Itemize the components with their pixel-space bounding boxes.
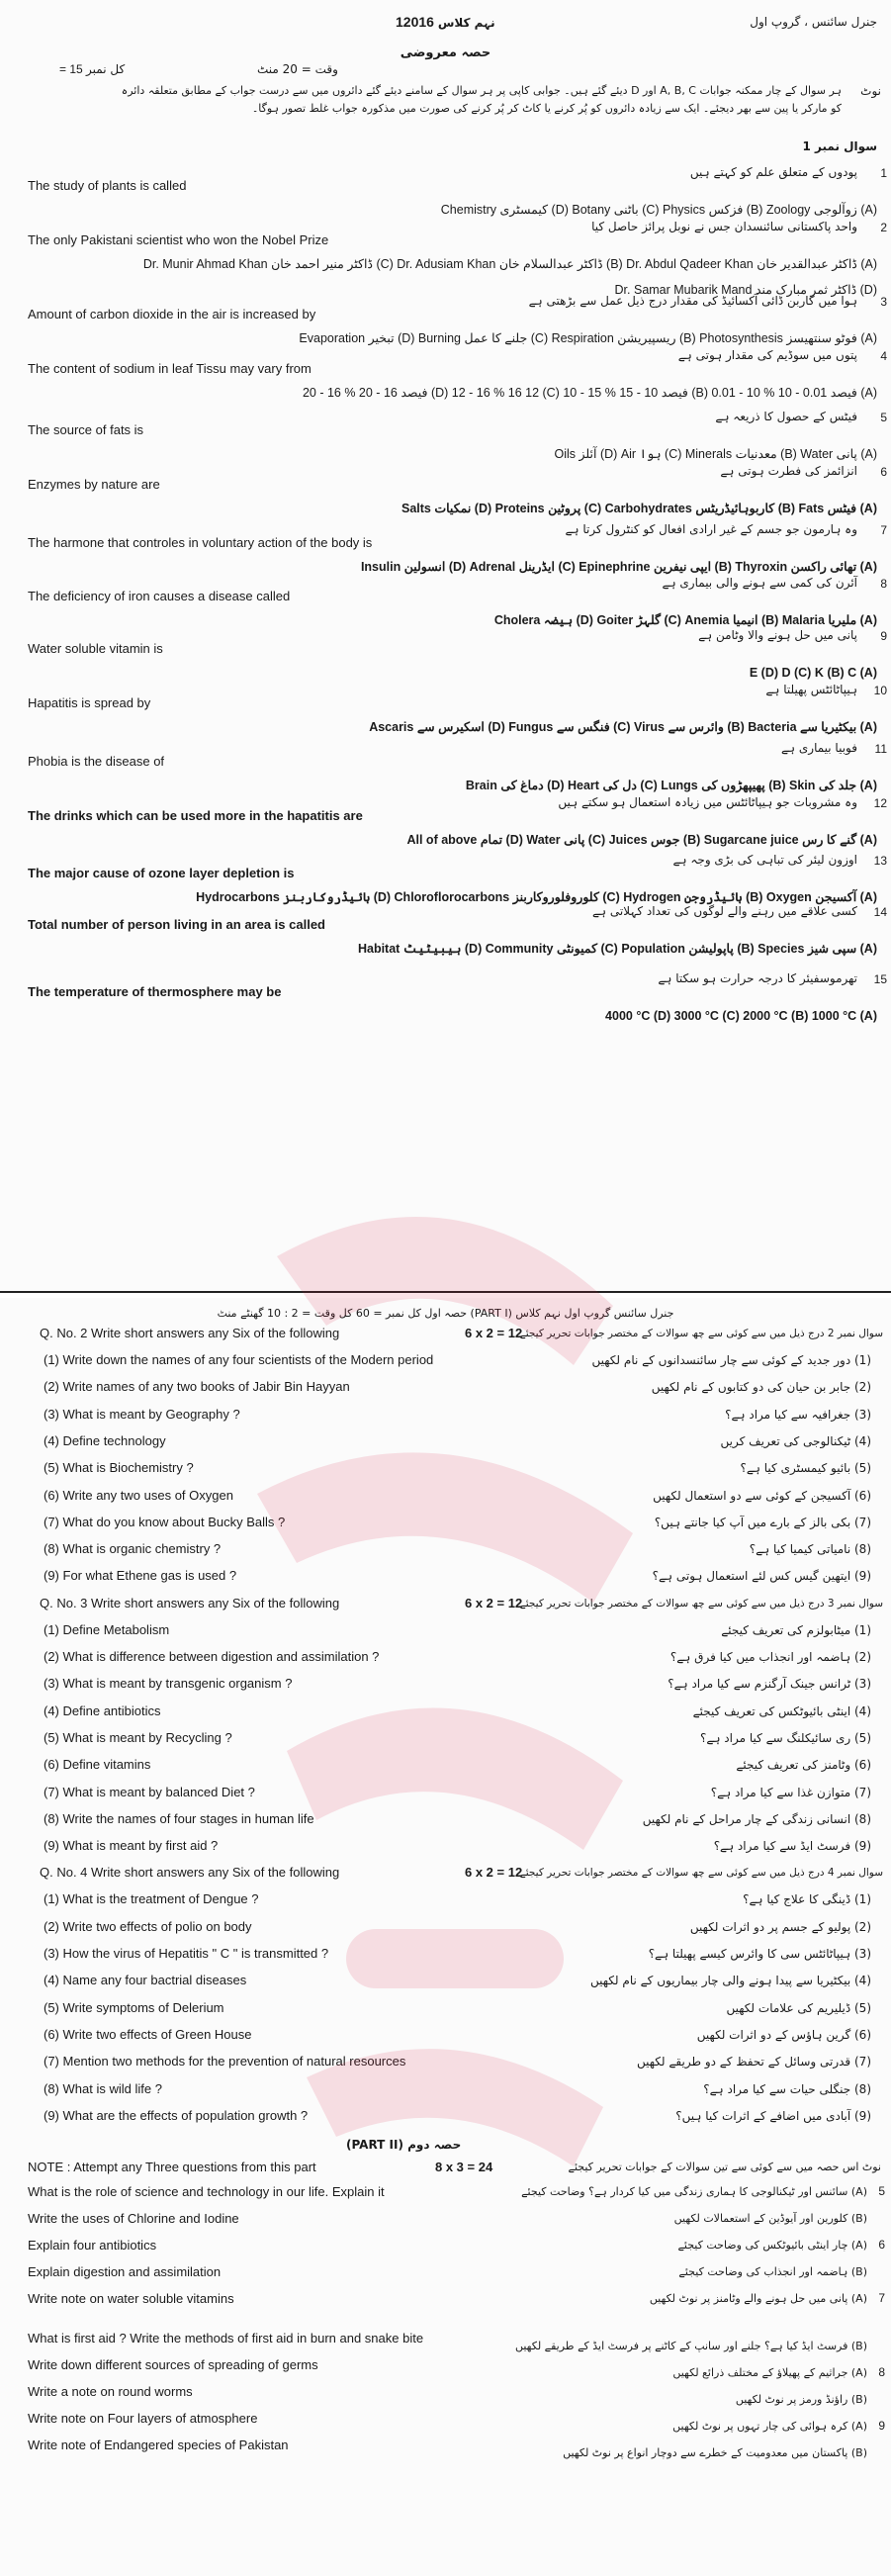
long-question-urdu: (B) راؤنڈ ورمز پر نوٹ لکھیں (735, 2393, 867, 2407)
short-question-urdu: (6) وٹامنز کی تعریف کیجئے (736, 1758, 871, 1773)
question-text-urdu: فوبیا بیماری ہے (781, 741, 857, 755)
short-question-urdu: (5) بائیو کیمسٹری کیا ہے؟ (740, 1461, 871, 1476)
short-question-english: (5) What is meant by Recycling ? (44, 1729, 232, 1745)
question-text-english: Enzymes by nature are (28, 477, 160, 492)
total-marks: = 15 کل نمبر (59, 62, 126, 76)
subjective-paper-page (0, 1298, 891, 2576)
short-question-urdu: (6) گرین ہاؤس کے دو اثرات لکھیں (696, 2027, 871, 2042)
short-question-english: (4) Define antibiotics (44, 1702, 161, 1718)
long-question-english: Explain four antibiotics (28, 2238, 157, 2254)
short-question-english: (3) What is meant by Geography ? (44, 1406, 240, 1422)
answer-options: Dr. Munir Ahmad Khan ڈاکٹر منیر احمد خان (C) Dr. Adusiam Khan ڈاکٹر عبدالسلام خان (B) Dr. Abdul Qadeer Khan ڈاکٹر عبدالقدیر خان (A) (142, 257, 877, 271)
short-question-urdu: (1) میٹابولزم کی تعریف کیجئے (721, 1622, 871, 1637)
q2-heading-urdu: سوال نمبر 2 درج ذیل میں سے کوئی سے چھ سوالات کے مختصر جوابات تحریر کیجئے (519, 1328, 883, 1339)
short-question-english: (5) Write symptoms of Delerium (44, 1999, 224, 2015)
question-text-urdu: پانی میں حل ہونے والا وٹامن ہے (698, 628, 857, 642)
question-text-urdu: تھرموسفیئر کا درجہ حرارت ہو سکتا ہے (658, 971, 857, 985)
question-text-english: Amount of carbon dioxide in the air is increased by (28, 307, 316, 322)
short-question-urdu: (9) ایتھین گیس کس لئے استعمال ہوتی ہے؟ (652, 1569, 871, 1584)
long-question-number: 9 (878, 2419, 885, 2434)
long-question-urdu: (B) پاکستان میں معدومیت کے خطرے سے دوچار انواع پر نوٹ لکھیں (563, 2446, 867, 2460)
long-question-english: Write note on Four layers of atmosphere (28, 2411, 258, 2427)
short-question-urdu: (9) فرسٹ ایڈ سے کیا مراد ہے؟ (713, 1839, 871, 1854)
short-question-urdu: (7) بکی بالز کے بارے میں آپ کیا جانتے ہیں؟ (654, 1515, 871, 1529)
question-1-label: سوال نمبر 1 (802, 139, 877, 153)
answer-options: Hydrocarbons ہائیڈروکاربنز (D) Chloroflorocarbons کلوروفلوروکاربنز (C) Hydrogen ہائیڈروجن (B) Oxygen آکسیجن (A) (196, 890, 877, 904)
question-text-english: The major cause of ozone layer depletion is (28, 866, 295, 880)
answer-options: Chemistry کیمسٹری (D) Botany باٹنی (C) Physics فزکس (B) Zoology زوآلوجی (A) (440, 203, 877, 217)
answer-options: 4000 °C (D) 3000 °C (C) 2000 °C (B) 1000 °C (A) (605, 1009, 877, 1023)
long-question-english: What is the role of science and technology in our life. Explain it (28, 2184, 385, 2200)
short-question-english: (1) Write down the names of any four scientists of the Modern period (44, 1352, 434, 1367)
question-text-english: Phobia is the disease of (28, 754, 165, 769)
part2-marks: 8 x 3 = 24 (435, 2160, 493, 2175)
long-question-english: Write a note on round worms (28, 2384, 193, 2400)
question-number: 7 (880, 523, 887, 537)
question-text-urdu: وہ ہارمون جو جسم کے غیر ارادی افعال کو کنٹرول کرتا ہے (565, 522, 857, 536)
short-question-urdu: (5) ڈیلیریم کی علامات لکھیں (726, 2000, 871, 2015)
long-question-english: Write note on water soluble vitamins (28, 2291, 234, 2307)
short-question-english: (2) Write two effects of polio on body (44, 1918, 252, 1934)
long-question-urdu: (A) سائنس اور ٹیکنالوجی کا ہماری زندگی میں کیا کردار ہے؟ وضاحت کیجئے (521, 2185, 867, 2199)
short-question-english: (8) What is organic chemistry ? (44, 1541, 222, 1557)
question-number: 10 (873, 684, 887, 697)
q4-heading-urdu: سوال نمبر 4 درج ذیل میں سے کوئی سے چھ سوالات کے مختصر جوابات تحریر کیجئے (519, 1867, 883, 1880)
short-question-english: (8) What is wild life ? (44, 2080, 162, 2096)
short-question-english: (4) Define technology (44, 1432, 166, 1448)
subject-header: جنرل سائنس ، گروپ اول (750, 15, 877, 29)
question-text-urdu: فیٹس کے حصول کا ذریعہ ہے (715, 410, 857, 423)
question-text-urdu: ہیپاٹائٹس پھیلتا ہے (765, 683, 857, 696)
question-text-urdu: وہ مشروبات جو ہیپاٹائٹس میں زیادہ استعمال ہو سکتے ہیں (558, 795, 857, 809)
short-question-urdu: (5) ری سائیکلنگ سے کیا مراد ہے؟ (700, 1730, 871, 1745)
long-question-english: What is first aid ? Write the methods of first aid in burn and snake bite (28, 2331, 424, 2346)
question-text-english: The source of fats is (28, 422, 144, 437)
part1-header: جنرل سائنس گروپ اول نہم کلاس (PART I) حصہ اول کل نمبر = 60 کل وقت = 2 : 10 گھنٹے منٹ (217, 1307, 674, 1320)
question-text-english: The content of sodium in leaf Tissu may vary from (28, 361, 312, 376)
question-number: 2 (880, 221, 887, 234)
short-question-english: (1) What is the treatment of Dengue ? (44, 1891, 259, 1907)
answer-options: Habitat ہیبیٹیٹ (D) Community کمیونٹی (C) Population پاپولیشن (B) Species سپی شیز (A) (357, 942, 877, 956)
short-question-english: (3) What is meant by transgenic organism ? (44, 1676, 293, 1692)
question-text-english: Total number of person living in an area is called (28, 917, 325, 932)
question-text-urdu: اوزون لیئر کی تباہی کی بڑی وجہ ہے (672, 853, 857, 867)
question-text-english: The harmone that controles in voluntary action of the body is (28, 535, 373, 550)
answer-options: Oils آئلز (D) Air ہوا (C) Minerals معدنیات (B) Water پانی (A) (554, 447, 877, 461)
short-question-english: (6) Write two effects of Green House (44, 2026, 252, 2042)
short-question-english: (9) For what Ethene gas is used ? (44, 1568, 237, 1584)
short-question-english: (4) Name any four bactrial diseases (44, 1973, 247, 1988)
short-question-english: (6) Write any two uses of Oxygen (44, 1487, 233, 1503)
part2-note-urdu: نوٹ اس حصہ میں سے کوئی سے تین سوالات کے جوابات تحریر کیجئے (568, 2161, 881, 2174)
short-question-urdu: (3) ٹرانس جینک آرگنزم سے کیا مراد ہے؟ (668, 1677, 871, 1692)
short-question-urdu: (8) انسانی زندگی کے چار مراحل کے نام لکھیں (642, 1811, 871, 1826)
question-text-urdu: کسی علاقے میں رہنے والے لوگوں کی تعداد کہلاتی ہے (591, 904, 857, 918)
q3-heading-urdu: سوال نمبر 3 درج ذیل میں سے کوئی سے چھ سوالات کے مختصر جوابات تحریر کیجئے (519, 1597, 883, 1610)
long-question-english: Explain digestion and assimilation (28, 2264, 222, 2280)
question-text-urdu: آئرن کی کمی سے ہونے والی بیماری ہے (662, 576, 857, 590)
instruction-line-2: کو مارکر یا پین سے بھر دیجئے۔ ایک سے زیادہ دائروں کو پُر کرنے یا کاٹ کر پُر کرنے کی صورت میں مذکورہ جواب غلط تصور ہوگا۔ (251, 102, 842, 115)
short-question-english: (7) Mention two methods for the prevention of natural resources (44, 2054, 406, 2070)
part2-title: (PART II) حصہ دوم (346, 2138, 462, 2153)
long-question-number: 7 (878, 2291, 885, 2306)
question-number: 15 (873, 972, 887, 986)
question-text-urdu: واحد پاکستانی سائنسدان جس نے نوبل پرائز حاصل کیا (591, 220, 857, 233)
answer-options: E (D) D (C) K (B) C (A) (749, 666, 877, 680)
answer-options: 20 - 16 % فیصد 16 - 20 (D) 12 - 16 % 16 12 (C) 10 - 15 % فیصد 10 - 15 (B) 0.01 - 10 % فیصد 0.01 - 10 (A) (302, 386, 877, 400)
long-question-urdu: (A) پانی میں حل ہونے والے وٹامنز پر نوٹ لکھیں (649, 2292, 867, 2306)
question-number: 12 (873, 796, 887, 810)
question-text-english: The deficiency of iron causes a disease called (28, 589, 291, 603)
long-question-urdu: (B) ہاضمہ اور انجذاب کی وضاحت کیجئے (678, 2265, 867, 2279)
short-question-urdu: (1) دور جدید کے کوئی سے چار سائنسدانوں کے نام لکھیں (591, 1353, 871, 1367)
question-number: 11 (874, 742, 887, 756)
answer-options: Evaporation تبخیر (D) Burning جلنے کا عمل (C) Respiration ریسپیریشن (B) Photosynthesis فوٹو سنتھیسز (A) (299, 331, 877, 345)
answer-options: Insulin انسولین (D) Adrenal ایڈرینل (C) Epinephrine ایپی نیفرین (B) Thyroxin تھائی راکسن (A) (360, 560, 877, 574)
question-text-english: The drinks which can be used more in the hapatitis are (28, 808, 363, 823)
long-question-urdu: (A) جراثیم کے پھیلاؤ کے مختلف ذرائع لکھیں (672, 2366, 867, 2380)
long-question-number: 5 (878, 2184, 885, 2199)
part2-note: NOTE : Attempt any Three questions from this part (28, 2160, 316, 2175)
short-question-english: (9) What is meant by first aid ? (44, 1838, 219, 1854)
short-question-urdu: (4) اینٹی بائیوٹکس کی تعریف کیجئے (692, 1703, 871, 1718)
q4-heading: Q. No. 4 Write short answers any Six of the following (40, 1865, 340, 1881)
short-question-english: (8) Write the names of four stages in human life (44, 1810, 314, 1826)
short-question-urdu: (8) نامیاتی کیمیا کیا ہے؟ (749, 1542, 871, 1557)
long-question-english: Write the uses of Chlorine and Iodine (28, 2211, 239, 2227)
short-question-english: (2) Write names of any two books of Jabir Bin Hayyan (44, 1379, 350, 1395)
short-question-urdu: (3) جغرافیہ سے کیا مراد ہے؟ (725, 1407, 871, 1422)
year-class: 12016 نہم کلاس (396, 14, 495, 30)
question-number: 3 (880, 295, 887, 309)
short-question-urdu: (1) ڈینگی کا علاج کیا ہے؟ (743, 1892, 871, 1907)
long-question-urdu: (B) کلورین اور آیوڈین کے استعمالات لکھیں (673, 2212, 867, 2226)
question-text-urdu: انزائمز کی فطرت ہوتی ہے (720, 464, 857, 478)
short-question-urdu: (9) آبادی میں اضافے کے اثرات کیا ہیں؟ (675, 2108, 871, 2123)
long-question-number: 6 (878, 2238, 885, 2253)
question-number: 8 (880, 577, 887, 591)
long-question-english: Write down different sources of spreading of germs (28, 2357, 318, 2373)
short-question-english: (5) What is Biochemistry ? (44, 1460, 194, 1476)
short-question-english: (9) What are the effects of population growth ? (44, 2107, 309, 2123)
question-number: 6 (880, 465, 887, 479)
question-number: 1 (880, 166, 887, 180)
short-question-urdu: (2) پولیو کے جسم پر دو اثرات لکھیں (689, 1919, 871, 1934)
question-text-english: Hapatitis is spread by (28, 695, 151, 710)
question-text-urdu: ہوا میں کاربن ڈائی آکسائیڈ کی مقدار درج ذیل عمل سے بڑھتی ہے (528, 294, 857, 308)
question-number: 14 (873, 905, 887, 919)
short-question-urdu: (6) آکسیجن کے کوئی سے دو استعمال لکھیں (653, 1488, 871, 1503)
answer-options: All of above تمام (D) Water پانی (C) Juices جوس (B) Sugarcane juice گنے کا رس (A) (406, 833, 877, 847)
short-question-urdu: (2) ہاضمہ اور انجذاب میں کیا فرق ہے؟ (669, 1650, 871, 1664)
short-question-english: (3) How the virus of Hepatitis " C " is transmitted ? (44, 1946, 329, 1961)
q2-marks: 6 x 2 = 12 (465, 1326, 523, 1340)
question-text-english: The study of plants is called (28, 178, 187, 193)
question-number: 9 (880, 629, 887, 643)
short-question-english: (6) Define vitamins (44, 1757, 151, 1773)
answer-options: Brain دماغ کی (D) Heart دل کی (C) Lungs پھیپھڑوں کی (B) Skin جلد کی (A) (465, 779, 877, 792)
short-question-urdu: (7) قدرتی وسائل کے تحفظ کے دو طریقے لکھیں (637, 2055, 871, 2070)
short-question-urdu: (4) بیکٹیریا سے پیدا ہونے والی چار بیماریوں کے نام لکھیں (590, 1974, 871, 1988)
question-number: 13 (873, 854, 887, 868)
question-text-urdu: پودوں کے متعلق علم کو کہتے ہیں (689, 165, 857, 179)
q2-heading: Q. No. 2 Write short answers any Six of the following (40, 1326, 340, 1340)
short-question-english: (7) What is meant by balanced Diet ? (44, 1784, 255, 1799)
short-question-urdu: (3) ہیپاٹائٹس سی کا وائرس کیسے پھیلتا ہے؟ (648, 1947, 871, 1961)
q3-heading: Q. No. 3 Write short answers any Six of the following (40, 1595, 340, 1610)
question-number: 5 (880, 411, 887, 424)
question-number: 4 (880, 349, 887, 363)
note-label: نوٹ (860, 84, 881, 98)
long-question-urdu: (B) فرسٹ ایڈ کیا ہے؟ جلنے اور سانپ کے کاٹنے پر فرسٹ ایڈ کے طریقے لکھیں (514, 2340, 867, 2353)
q4-marks: 6 x 2 = 12 (465, 1865, 523, 1881)
question-text-english: Water soluble vitamin is (28, 641, 163, 656)
short-question-urdu: (7) متوازن غذا سے کیا مراد ہے؟ (710, 1785, 871, 1799)
short-question-english: (1) Define Metabolism (44, 1621, 170, 1637)
q3-marks: 6 x 2 = 12 (465, 1595, 523, 1610)
time-allowed: وقت = 20 منٹ (257, 62, 338, 76)
short-question-urdu: (2) جابر بن حیان کی دو کتابوں کے نام لکھیں (651, 1380, 871, 1395)
answer-options: Salts نمکیات (D) Proteins پروٹین (C) Carbohydrates کاربوہائیڈریٹس (B) Fats فیٹس (A) (401, 502, 877, 515)
instruction-line-1: ہر سوال کے چار ممکنہ جوابات A, B, C اور D دیئے گئے ہیں۔ جوابی کاپی پر ہر سوال کے سامنے دیئے گئے دائروں میں سے درست جواب کے مطابق متعلقہ دائرہ (121, 84, 842, 97)
question-text-urdu: پتوں میں سوڈیم کی مقدار ہوتی ہے (677, 348, 857, 362)
long-question-english: Write note of Endangered species of Pakistan (28, 2438, 289, 2453)
question-text-english: The only Pakistani scientist who won the Nobel Prize (28, 232, 329, 247)
short-question-english: (2) What is difference between digestion and assimilation ? (44, 1649, 380, 1664)
answer-options-extra: Dr. Samar Mubarik Mand ڈاکٹر ثمر مبارک مند (D) (614, 283, 877, 297)
short-question-english: (7) What do you know about Bucky Balls ? (44, 1514, 286, 1529)
short-question-urdu: (4) ٹیکنالوجی کی تعریف کریں (720, 1433, 871, 1448)
answer-options: Ascaris اسکیرس سے (D) Fungus فنگس سے (C) Virus وائرس سے (B) Bacteria بیکٹیریا سے (A) (369, 720, 877, 734)
long-question-number: 8 (878, 2365, 885, 2380)
answer-options: Cholera ہیضہ (D) Goiter گلہڑ (C) Anemia انیمیا (B) Malaria ملیریا (A) (493, 613, 877, 627)
section-title: حصہ معروضی (400, 46, 491, 60)
question-text-english: The temperature of thermosphere may be (28, 984, 282, 999)
short-question-urdu: (8) جنگلی حیات سے کیا مراد ہے؟ (703, 2081, 871, 2096)
long-question-urdu: (A) چار اینٹی بائیوٹکس کی وضاحت کیجئے (677, 2239, 867, 2253)
long-question-urdu: (A) کرہ ہوائی کی چار تہوں پر نوٹ لکھیں (672, 2420, 867, 2434)
